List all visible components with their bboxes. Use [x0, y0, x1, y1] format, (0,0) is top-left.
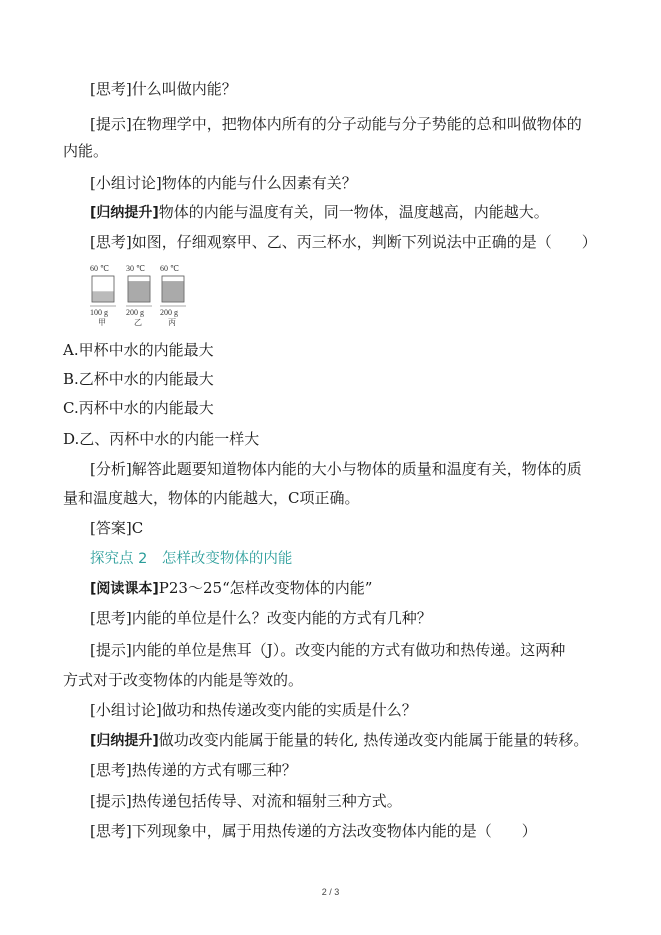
hint-line-1	[90, 114, 582, 134]
analysis-line-1-cont: 量和温度越大，物体的内能越大，C项正确。	[63, 489, 360, 507]
option-d: D.乙、丙杯中水的内能一样大	[63, 430, 260, 448]
discuss-line-2	[90, 700, 417, 720]
line-text: 物体的内能与什么因素有关？	[161, 174, 357, 192]
tag-hint: [提示]	[90, 792, 132, 810]
think-line-2	[90, 232, 597, 252]
tag-hint: [提示]	[90, 115, 132, 133]
cup-bing-temp: 60 ℃	[160, 264, 179, 273]
cup-yi-water	[129, 281, 150, 301]
tag-read: [阅读课本]	[90, 581, 159, 597]
page-number: 2 / 3	[321, 887, 340, 897]
line-text: 热传递包括传导、对流和辐射三种方式。	[131, 792, 402, 810]
tag-analysis: [分析]	[90, 460, 132, 478]
option-a: A.甲杯中水的内能最大	[63, 341, 214, 359]
cup-jia-mass: 100 g	[90, 308, 108, 317]
line-text: C	[131, 519, 144, 537]
cup-jia	[90, 264, 116, 327]
tag-answer: [答案]	[90, 519, 132, 537]
hint-line-3-cont: 方式对于改变物体的内能是等效的。	[63, 671, 304, 689]
line-text: 热传递的方式有哪三种？	[131, 761, 297, 779]
tag-think: [思考]	[90, 609, 132, 627]
discuss-line-1	[90, 173, 357, 193]
tag-think: [思考]	[90, 822, 132, 840]
think-line-3	[90, 608, 432, 628]
tag-summary: [归纳提升]	[90, 733, 159, 749]
cup-jia-temp: 60 ℃	[90, 264, 109, 273]
cup-yi	[126, 264, 152, 327]
think-line-4	[90, 760, 297, 780]
cup-bing-water	[163, 281, 184, 301]
section-heading-2: 探究点 2 怎样改变物体的内能	[90, 551, 293, 567]
cup-yi-temp: 30 ℃	[126, 264, 145, 273]
cup-yi-name: 乙	[134, 318, 142, 327]
read-line	[90, 578, 372, 599]
cup-yi-mass: 200 g	[126, 308, 144, 317]
tag-discuss: [小组讨论]	[90, 174, 162, 192]
tag-discuss: [小组讨论]	[90, 701, 162, 719]
hint-line-1-cont: 内能。	[63, 142, 109, 160]
line-text: 下列现象中，属于用热传递的方法改变物体内能的是（ ）	[131, 822, 537, 840]
summary-line-1	[90, 202, 549, 223]
three-cups-figure	[88, 262, 198, 334]
tag-think: [思考]	[90, 233, 132, 251]
cup-bing-mass: 200 g	[160, 308, 178, 317]
hint-line-3	[90, 640, 565, 660]
cup-jia-name: 甲	[98, 318, 106, 327]
line-text: 解答此题要知道物体内能的大小与物体的质量和温度有关，物体的质	[131, 460, 582, 478]
option-c: C.丙杯中水的内能最大	[63, 399, 214, 417]
line-text: 内能的单位是什么？改变内能的方式有几种？	[131, 609, 432, 627]
cup-bing	[160, 264, 186, 327]
cup-jia-water	[93, 291, 114, 301]
option-b: B.乙杯中水的内能最大	[63, 370, 214, 388]
line-text: 做功改变内能属于能量的转化, 热传递改变内能属于能量的转移。	[158, 731, 589, 749]
cup-bing-name: 丙	[168, 318, 176, 327]
line-text: P23～25“怎样改变物体的内能”	[158, 579, 373, 597]
line-text: 做功和热传递改变内能的实质是什么？	[161, 701, 417, 719]
line-text: 如图，仔细观察甲、乙、丙三杯水，判断下列说法中正确的是（ ）	[131, 233, 597, 251]
line-text: 在物理学中，把物体内所有的分子动能与分子势能的总和叫做物体的	[131, 115, 582, 133]
think-line-5	[90, 821, 537, 841]
tag-summary: [归纳提升]	[90, 205, 159, 221]
hint-line-4	[90, 791, 402, 811]
summary-line-2	[90, 730, 588, 751]
line-text: 物体的内能与温度有关，同一物体，温度越高，内能越大。	[158, 203, 549, 221]
line-text: 内能的单位是焦耳（J）。改变内能的方式有做功和热传递。这两种	[131, 641, 566, 659]
answer-line-1	[90, 518, 143, 538]
analysis-line-1	[90, 459, 582, 479]
tag-hint: [提示]	[90, 641, 132, 659]
tag-think: [思考]	[90, 80, 132, 98]
tag-think: [思考]	[90, 761, 132, 779]
think-line-1	[90, 79, 237, 99]
line-text: 什么叫做内能？	[131, 80, 237, 98]
